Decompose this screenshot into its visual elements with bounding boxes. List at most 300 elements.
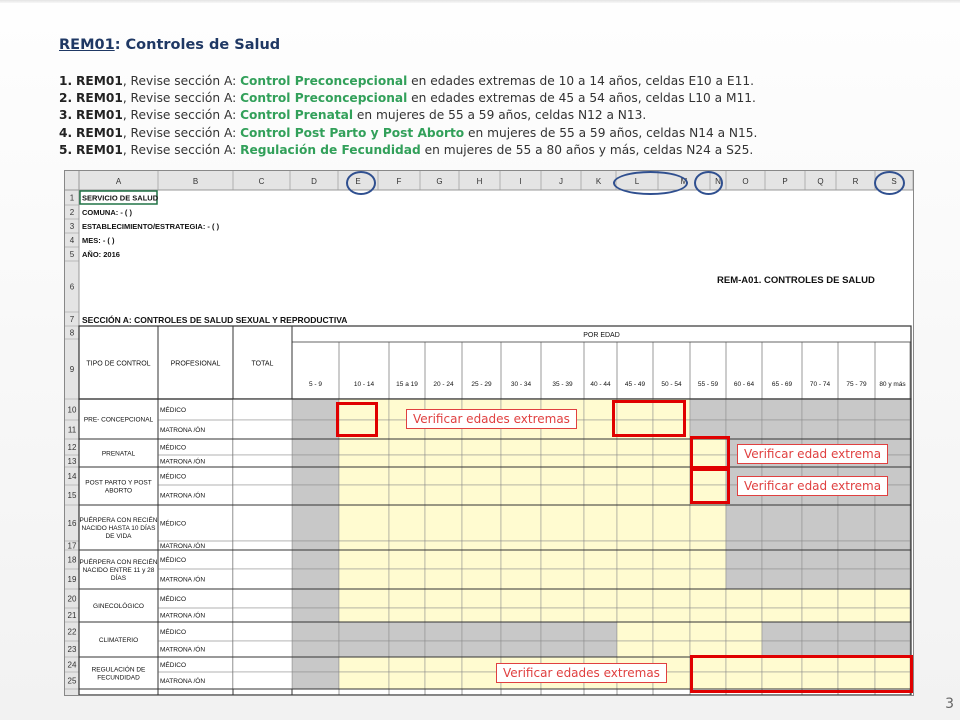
age-cell: [653, 467, 690, 485]
age-cell: [838, 420, 875, 439]
age-cell: [339, 641, 389, 657]
age-cell: [425, 641, 462, 657]
age-cell: [617, 485, 653, 505]
age-cell: [339, 541, 389, 550]
row-number: 9: [69, 365, 75, 374]
slide-title: [59, 37, 280, 53]
column-letter: R: [852, 177, 859, 186]
age-cell: [762, 569, 802, 589]
highlight-box-l10-m11: [612, 400, 686, 437]
age-cell: [762, 505, 802, 541]
age-cell: [541, 485, 584, 505]
age-cell: [690, 622, 726, 641]
age-cell: [838, 505, 875, 541]
column-letter: J: [559, 177, 563, 186]
instruction-item: 1. REM01, Revise sección A: Control Preconcepcional en edades extremas de 10 a 14 años, celdas E10 a E11.: [59, 74, 754, 88]
age-group-label: 65 - 69: [771, 381, 793, 388]
age-cell: [653, 589, 690, 608]
age-cell: [541, 550, 584, 569]
age-cell: [339, 467, 389, 485]
professional-label: MATRONA /ÓN: [160, 458, 206, 466]
age-cell: [875, 505, 910, 541]
age-cell: [425, 657, 462, 672]
row-number: 23: [67, 645, 77, 654]
age-cell: [501, 589, 541, 608]
age-cell: [541, 622, 584, 641]
column-letter: N: [715, 177, 721, 186]
row-number: 19: [67, 575, 77, 584]
total-cell: [233, 485, 292, 505]
age-cell: [462, 439, 501, 455]
age-cell: [584, 641, 617, 657]
column-letter: S: [891, 177, 897, 186]
age-group-label: 5 - 9: [308, 381, 323, 388]
professional-label: MÉDICO: [160, 596, 186, 603]
total-cell: [233, 420, 292, 439]
row-number: 15: [67, 491, 77, 500]
age-cell: [838, 622, 875, 641]
age-cell: [339, 485, 389, 505]
age-cell: [690, 541, 726, 550]
age-cell: [584, 569, 617, 589]
callout-verificar-edades-extremas: Verificar edades extremas: [496, 663, 667, 683]
age-group-label: 10 - 14: [353, 381, 375, 388]
section-title: SECCIÓN A: CONTROLES DE SALUD SEXUAL Y REPRODUCTIVA: [82, 315, 348, 325]
age-cell: [425, 589, 462, 608]
professional-label: MATRONA /ÓN: [160, 492, 206, 500]
age-cell: [462, 641, 501, 657]
age-cell: [875, 541, 910, 550]
age-cell: [425, 439, 462, 455]
age-cell: [501, 541, 541, 550]
professional-label: MATRONA /ÓN: [160, 678, 206, 685]
age-cell: [726, 622, 762, 641]
group-label-line: POST PARTO Y POST: [85, 479, 152, 487]
highlight-box-n14-n15: [690, 468, 730, 504]
age-cell: [292, 608, 339, 622]
age-cell: [541, 439, 584, 455]
age-group-label: 45 - 49: [624, 381, 646, 388]
age-group-label: 15 a 19: [396, 381, 418, 388]
age-cell: [802, 420, 838, 439]
age-cell: [389, 657, 425, 672]
instruction-item: 5. REM01, Revise sección A: Regulación de Fecundidad en mujeres de 55 a 80 años y más, celdas N24 a S25.: [59, 142, 754, 157]
age-cell: [690, 505, 726, 541]
row-number: 10: [67, 405, 77, 415]
age-group-label: 25 - 29: [471, 381, 492, 388]
spreadsheet-image: [64, 170, 914, 696]
age-cell: [389, 485, 425, 505]
professional-label: MATRONA /ÓN: [160, 543, 206, 550]
column-letter: F: [396, 177, 402, 186]
instruction-list: [59, 73, 757, 159]
age-cell: [838, 399, 875, 420]
age-cell: [501, 622, 541, 641]
professional-label: MÉDICO: [160, 629, 186, 636]
group-label-line: NACIDO ENTRE 11 y 28: [82, 567, 155, 574]
instruction-item: 4. REM01, Revise sección A: Control Post Parto y Post Aborto en mujeres de 55 a 59 años, celdas N14 a N15.: [59, 125, 758, 140]
age-cell: [425, 608, 462, 622]
age-cell: [617, 622, 653, 641]
age-group-label: 40 - 44: [590, 381, 611, 388]
age-cell: [802, 622, 838, 641]
row-number: 20: [67, 594, 77, 604]
highlight-oval-column-s: [874, 171, 905, 195]
age-cell: [802, 505, 838, 541]
age-group-label: 75 - 79: [846, 381, 867, 388]
column-letter: G: [436, 177, 443, 186]
professional-label: MÉDICO: [160, 444, 186, 452]
meta-line: SERVICIO DE SALUD: [82, 193, 159, 203]
age-cell: [292, 420, 339, 439]
column-letter: B: [192, 177, 199, 186]
age-cell: [838, 541, 875, 550]
group-label-line: REGULACIÓN DE: [91, 666, 146, 674]
age-cell: [389, 439, 425, 455]
professional-label: MÉDICO: [160, 407, 186, 414]
total-cell: [233, 505, 292, 541]
age-cell: [653, 541, 690, 550]
highlight-box-n12-n13: [690, 436, 730, 469]
age-cell: [762, 589, 802, 608]
row-number: 14: [67, 472, 77, 481]
age-cell: [389, 569, 425, 589]
age-cell: [292, 589, 339, 608]
age-group-label: 20 - 24: [433, 381, 454, 388]
age-group-label: 80 y más: [879, 381, 906, 388]
age-cell: [292, 641, 339, 657]
total-cell: [233, 589, 292, 608]
age-cell: [292, 622, 339, 641]
row-number: 13: [67, 457, 77, 466]
age-cell: [726, 420, 762, 439]
age-cell: [726, 608, 762, 622]
age-cell: [292, 550, 339, 569]
header-profesional: PROFESIONAL: [170, 360, 221, 368]
group-label-line: PUÉRPERA CON RECIÉN: [79, 516, 158, 524]
age-cell: [726, 505, 762, 541]
age-cell: [875, 569, 910, 589]
age-cell: [802, 541, 838, 550]
age-cell: [653, 505, 690, 541]
column-letter: C: [258, 177, 265, 186]
age-cell: [541, 467, 584, 485]
age-cell: [339, 569, 389, 589]
age-cell: [617, 467, 653, 485]
age-cell: [653, 569, 690, 589]
age-cell: [339, 608, 389, 622]
highlight-oval-column-e: [346, 171, 376, 195]
age-cell: [762, 550, 802, 569]
age-cell: [389, 541, 425, 550]
age-cell: [501, 505, 541, 541]
age-cell: [690, 550, 726, 569]
total-cell: [233, 672, 292, 689]
age-cell: [292, 672, 339, 689]
row-number: 8: [69, 328, 75, 338]
age-group-label: 70 - 74: [809, 381, 831, 388]
callout-verificar-edad-extrema: Verificar edad extrema: [737, 444, 888, 464]
age-cell: [875, 399, 910, 420]
row-number: 11: [67, 425, 77, 435]
row-number: 5: [69, 250, 75, 259]
row-number: 3: [69, 222, 75, 231]
age-cell: [292, 657, 339, 672]
age-cell: [617, 550, 653, 569]
age-cell: [726, 550, 762, 569]
age-cell: [501, 467, 541, 485]
professional-label: MATRONA /ÓN: [160, 576, 206, 584]
group-label-line: PUÉRPERA CON RECIÉN: [79, 558, 158, 566]
age-cell: [501, 608, 541, 622]
age-cell: [838, 569, 875, 589]
professional-label: MÉDICO: [160, 520, 186, 528]
age-cell: [726, 569, 762, 589]
age-cell: [875, 550, 910, 569]
age-cell: [762, 541, 802, 550]
age-cell: [425, 541, 462, 550]
total-cell: [233, 467, 292, 485]
professional-label: MÉDICO: [160, 662, 186, 669]
age-cell: [501, 569, 541, 589]
age-cell: [802, 550, 838, 569]
column-letter: H: [476, 177, 483, 186]
highlight-oval-columns-l-m: [613, 171, 688, 195]
age-cell: [617, 541, 653, 550]
age-cell: [339, 657, 389, 672]
age-cell: [339, 622, 389, 641]
total-cell: [233, 455, 292, 467]
age-cell: [690, 608, 726, 622]
group-label-line: DÍAS: [110, 575, 127, 583]
instruction-item: 2. REM01, Revise sección A: Control Preconcepcional en edades extremas de 45 a 54 años, celdas L10 a M11.: [59, 91, 756, 106]
age-cell: [653, 485, 690, 505]
column-letter: A: [115, 177, 122, 186]
age-cell: [584, 485, 617, 505]
professional-label: MATRONA /ÓN: [160, 612, 206, 620]
age-cell: [726, 399, 762, 420]
age-cell: [425, 505, 462, 541]
age-cell: [762, 420, 802, 439]
group-label-line: FECUNDIDAD: [97, 674, 140, 682]
row-number: 25: [67, 676, 77, 686]
row-number: 1: [69, 193, 75, 203]
age-cell: [541, 455, 584, 467]
age-cell: [389, 608, 425, 622]
age-cell: [462, 608, 501, 622]
group-label-line: NACIDO HASTA 10 DÍAS: [81, 525, 156, 532]
age-cell: [617, 455, 653, 467]
age-cell: [617, 608, 653, 622]
age-cell: [425, 672, 462, 689]
age-cell: [389, 622, 425, 641]
age-cell: [425, 569, 462, 589]
age-cell: [653, 439, 690, 455]
age-cell: [425, 455, 462, 467]
age-cell: [462, 589, 501, 608]
row-number: 4: [69, 236, 75, 245]
age-cell: [838, 589, 875, 608]
age-cell: [462, 485, 501, 505]
age-cell: [501, 550, 541, 569]
age-group-label: 30 - 34: [510, 381, 532, 388]
age-cell: [462, 541, 501, 550]
age-cell: [462, 622, 501, 641]
age-cell: [339, 455, 389, 467]
meta-line: ESTABLECIMIENTO/ESTRATEGIA: - ( ): [82, 222, 220, 231]
age-cell: [339, 672, 389, 689]
age-cell: [541, 608, 584, 622]
total-cell: [233, 657, 292, 672]
age-cell: [653, 550, 690, 569]
header-tipo-de-control: TIPO DE CONTROL: [86, 360, 151, 368]
age-cell: [584, 541, 617, 550]
row-number: 24: [67, 660, 77, 670]
group-label-line: GINECOLÓGICO: [93, 603, 144, 610]
total-cell: [233, 550, 292, 569]
page-number: 3: [945, 696, 954, 712]
column-letter: I: [519, 177, 522, 186]
age-cell: [584, 589, 617, 608]
age-cell: [292, 505, 339, 541]
age-cell: [690, 399, 726, 420]
meta-line: MES: - ( ): [82, 236, 115, 245]
row-number: 12: [67, 443, 77, 452]
callout-verificar-edades-extremas: Verificar edades extremas: [406, 409, 577, 429]
age-cell: [838, 608, 875, 622]
report-title: REM-A01. CONTROLES DE SALUD: [717, 275, 875, 286]
age-cell: [292, 399, 339, 420]
age-cell: [425, 622, 462, 641]
age-cell: [389, 589, 425, 608]
age-cell: [339, 439, 389, 455]
column-letter: Q: [817, 177, 824, 186]
age-cell: [617, 505, 653, 541]
age-cell: [584, 505, 617, 541]
age-cell: [762, 622, 802, 641]
age-cell: [875, 608, 910, 622]
age-cell: [462, 455, 501, 467]
age-cell: [802, 399, 838, 420]
total-cell: [233, 399, 292, 420]
age-cell: [339, 505, 389, 541]
age-cell: [501, 455, 541, 467]
age-cell: [425, 485, 462, 505]
age-cell: [584, 439, 617, 455]
age-cell: [462, 569, 501, 589]
total-cell: [233, 439, 292, 455]
group-label-line: ABORTO: [104, 487, 133, 495]
age-cell: [802, 589, 838, 608]
highlight-box-n24-s25: [690, 655, 913, 693]
age-group-label: 50 - 54: [661, 381, 682, 388]
total-cell: [233, 622, 292, 641]
total-cell: [233, 541, 292, 550]
group-label-line: PRE- CONCEPCIONAL: [83, 416, 154, 424]
column-letter: K: [595, 177, 602, 186]
age-cell: [584, 455, 617, 467]
age-cell: [501, 485, 541, 505]
age-cell: [292, 485, 339, 505]
age-cell: [389, 455, 425, 467]
age-cell: [875, 622, 910, 641]
age-cell: [875, 589, 910, 608]
row-number: 16: [67, 519, 77, 528]
age-cell: [292, 541, 339, 550]
header-total: TOTAL: [251, 360, 274, 368]
column-letter: L: [634, 177, 640, 186]
age-cell: [584, 608, 617, 622]
age-cell: [541, 589, 584, 608]
professional-label: MATRONA /ÓN: [160, 427, 206, 434]
age-cell: [425, 467, 462, 485]
age-cell: [762, 608, 802, 622]
age-cell: [339, 550, 389, 569]
row-number: 7: [69, 315, 75, 324]
age-cell: [389, 672, 425, 689]
age-cell: [617, 641, 653, 657]
age-cell: [584, 550, 617, 569]
callout-verificar-edad-extrema: Verificar edad extrema: [737, 476, 888, 496]
row-number: 18: [67, 555, 77, 565]
age-cell: [762, 399, 802, 420]
age-cell: [541, 541, 584, 550]
row-number: 21: [67, 611, 77, 620]
age-cell: [875, 420, 910, 439]
age-cell: [462, 467, 501, 485]
age-cell: [617, 569, 653, 589]
top-shadow: [0, 0, 960, 3]
meta-line: COMUNA: - ( ): [82, 208, 132, 217]
age-group-label: 55 - 59: [697, 381, 719, 388]
age-cell: [462, 550, 501, 569]
age-cell: [726, 541, 762, 550]
title-code: REM01: [59, 37, 115, 53]
age-cell: [802, 569, 838, 589]
highlight-oval-column-n: [694, 171, 723, 195]
age-cell: [838, 550, 875, 569]
group-label-line: DE VIDA: [105, 533, 132, 541]
column-letter: E: [355, 177, 361, 186]
age-group-label: 35 - 39: [552, 381, 573, 388]
age-cell: [541, 641, 584, 657]
age-cell: [541, 569, 584, 589]
age-cell: [653, 622, 690, 641]
row-number: 2: [69, 208, 75, 217]
age-cell: [690, 589, 726, 608]
total-cell: [233, 569, 292, 589]
age-cell: [292, 455, 339, 467]
age-cell: [425, 550, 462, 569]
meta-line: AÑO: 2016: [82, 250, 120, 259]
age-cell: [653, 455, 690, 467]
age-cell: [617, 589, 653, 608]
age-cell: [584, 622, 617, 641]
age-cell: [339, 589, 389, 608]
column-letter: D: [311, 177, 317, 186]
age-cell: [617, 439, 653, 455]
age-cell: [389, 467, 425, 485]
total-cell: [233, 641, 292, 657]
professional-label: MÉDICO: [160, 557, 186, 564]
row-number: 22: [67, 627, 77, 637]
instruction-item: 3. REM01, Revise sección A: Control Prenatal en mujeres de 55 a 59 años, celdas N12 a N13.: [59, 108, 647, 123]
group-label-line: CLIMATERIO: [98, 637, 139, 644]
age-cell: [389, 641, 425, 657]
row-number: 6: [69, 282, 75, 292]
age-cell: [653, 608, 690, 622]
column-letter: O: [742, 177, 749, 186]
